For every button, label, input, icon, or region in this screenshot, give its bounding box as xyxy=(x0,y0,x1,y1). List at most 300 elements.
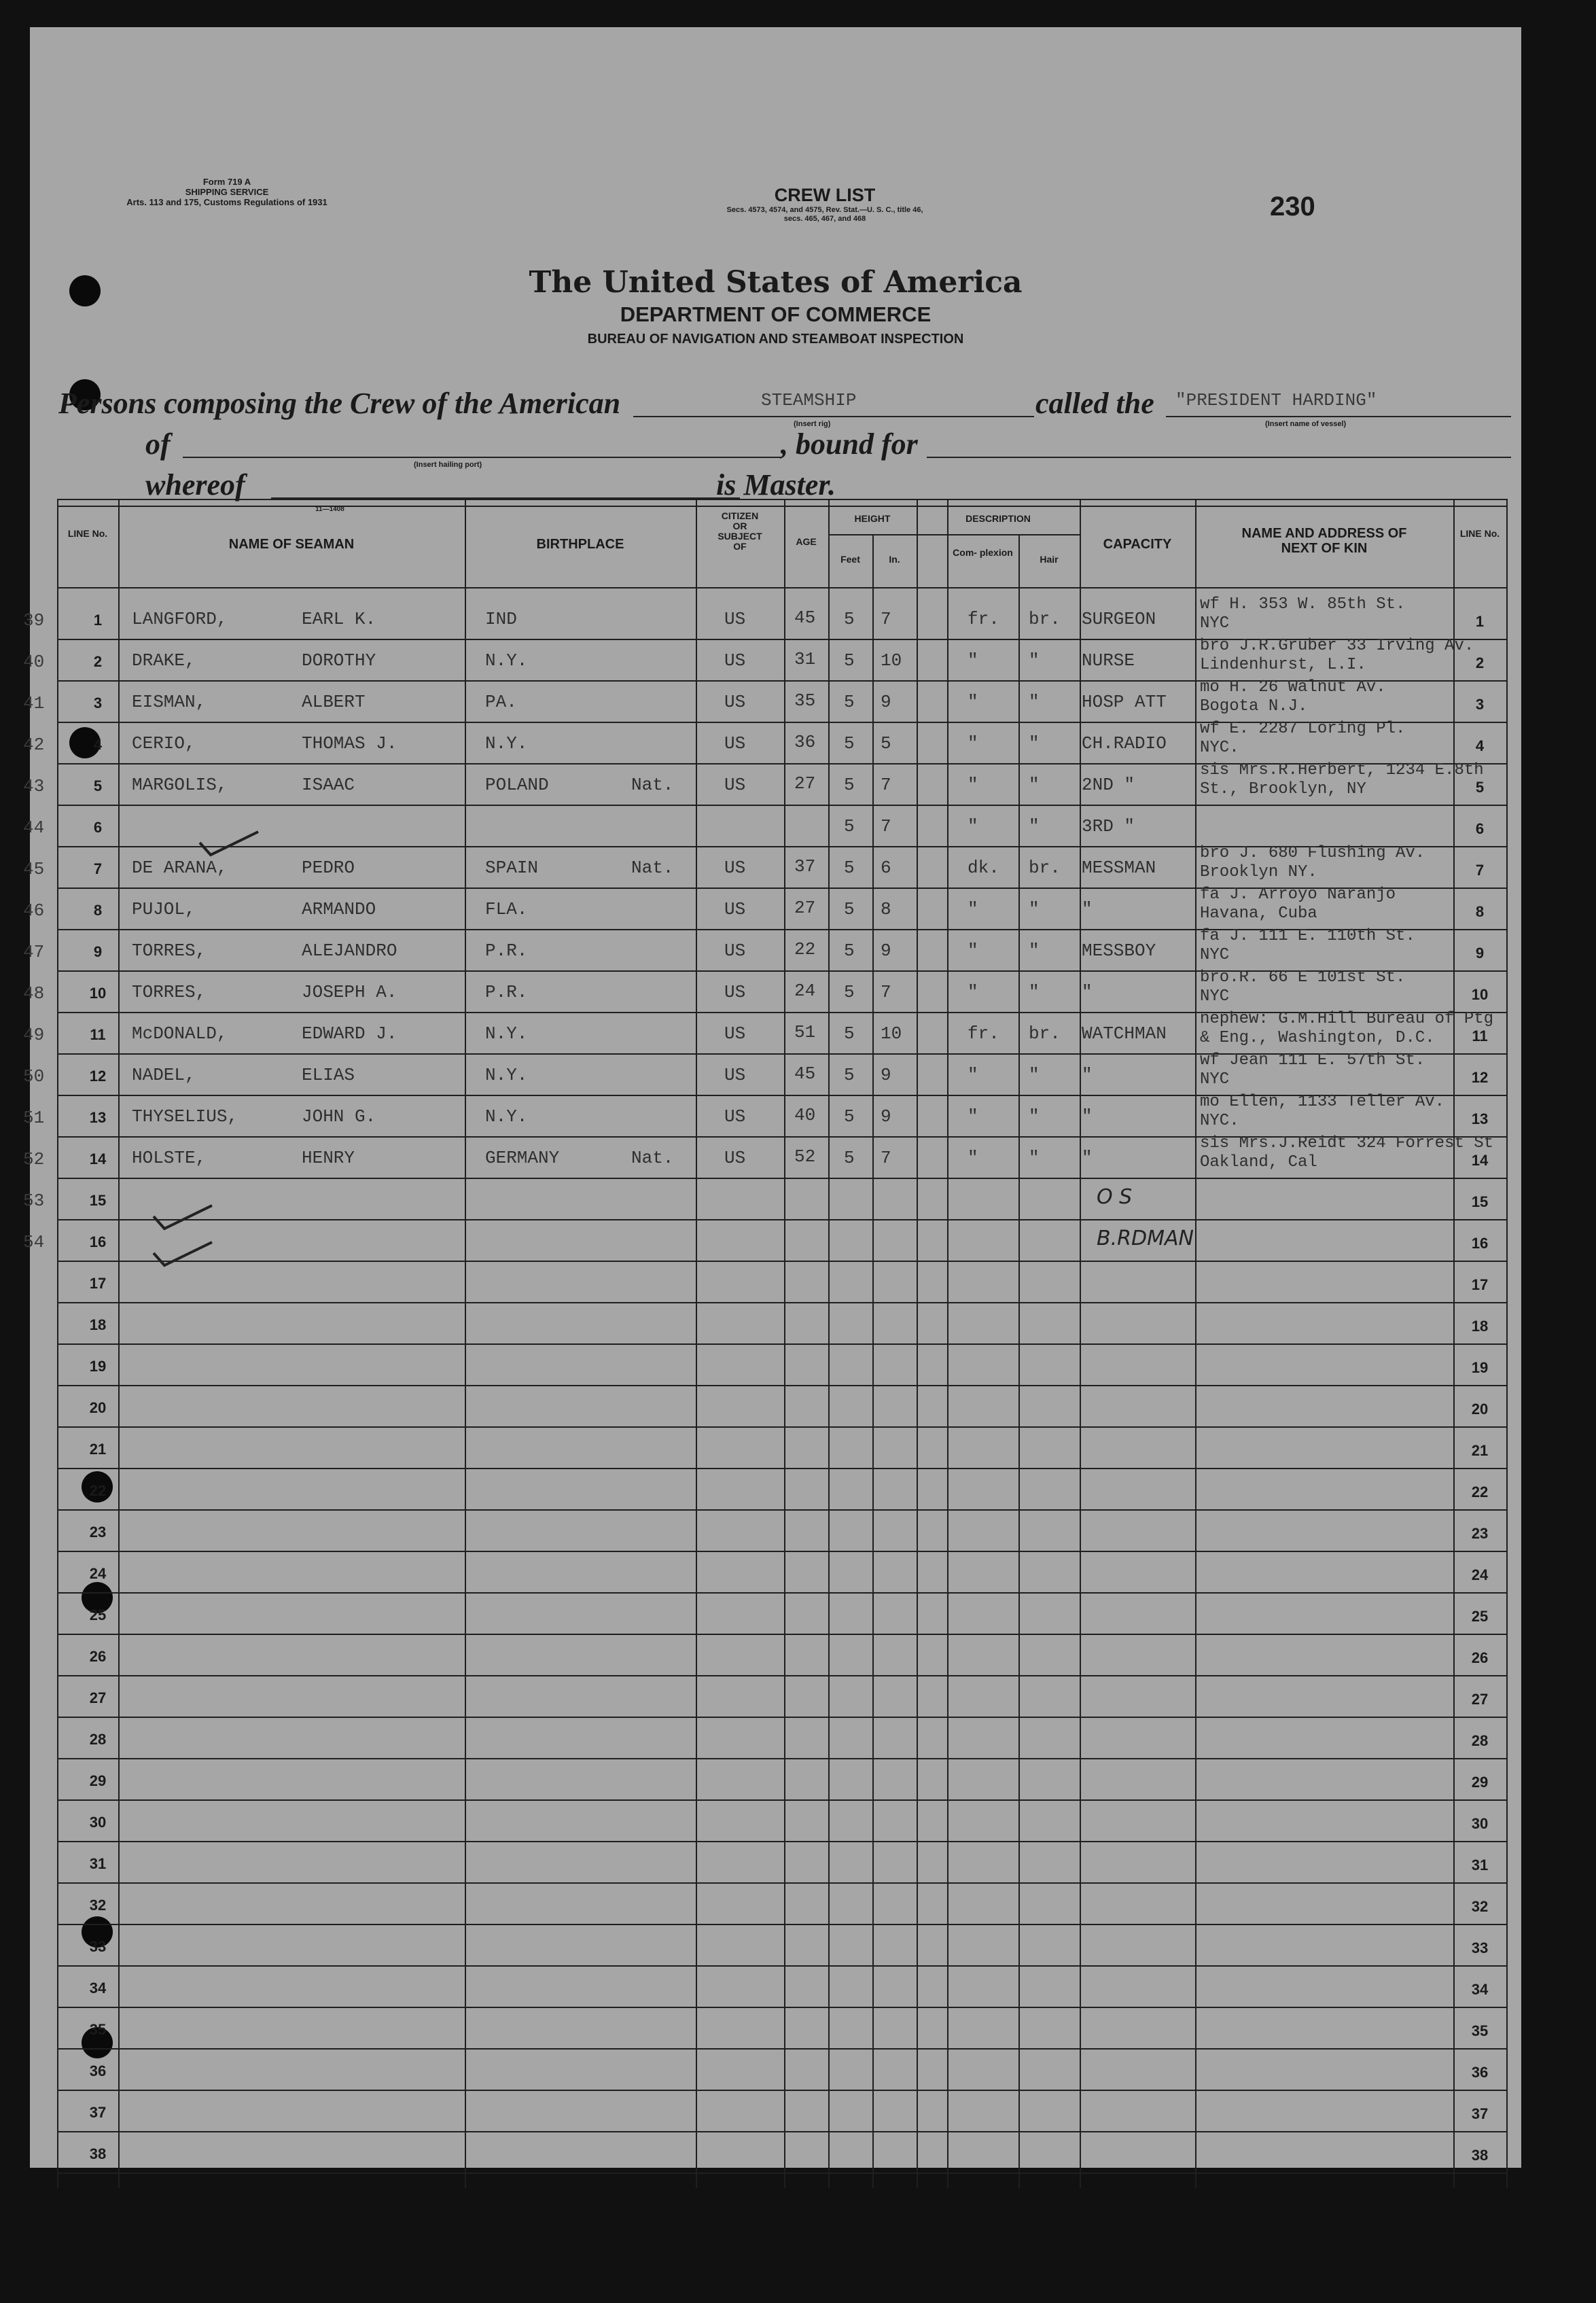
capacity: " xyxy=(1082,982,1093,1002)
line-number: 18 xyxy=(89,1316,107,1333)
sequence-number: 52 xyxy=(23,1149,45,1170)
checkmark-mark xyxy=(152,1241,213,1268)
height-feet: 5 xyxy=(844,609,855,629)
port-hint: (Insert hailing port) xyxy=(414,461,482,469)
table-row xyxy=(23,1051,1508,1095)
complexion: " xyxy=(968,650,978,671)
complexion: " xyxy=(968,1148,978,1168)
seaman-surname: DRAKE, xyxy=(132,650,196,671)
header-citizen-1: CITIZEN xyxy=(721,510,759,521)
hair: " xyxy=(1029,650,1040,671)
height-feet: 5 xyxy=(844,1065,855,1085)
sequence-number: 54 xyxy=(23,1232,45,1252)
empty-table-row xyxy=(57,2049,1508,2090)
citizen-of: US xyxy=(724,899,746,919)
header-citizen-3: SUBJECT xyxy=(717,531,762,542)
seaman-surname: MARGOLIS, xyxy=(132,775,228,795)
department-heading: DEPARTMENT OF COMMERCE xyxy=(620,302,932,326)
citizen-of: US xyxy=(724,1065,746,1085)
line-number-right: 4 xyxy=(1475,737,1485,754)
height-feet: 5 xyxy=(844,733,855,754)
line-number: 17 xyxy=(89,1275,107,1292)
line-number: 11 xyxy=(90,1026,106,1043)
rig-hint: (Insert rig) xyxy=(794,420,831,428)
birthplace: IND xyxy=(485,609,517,629)
header-line-no-right: LINE No. xyxy=(1459,528,1500,539)
age: 27 xyxy=(794,773,816,794)
sequence-number: 39 xyxy=(23,610,45,631)
capacity: " xyxy=(1082,1148,1093,1168)
table-row xyxy=(23,968,1508,1013)
line-number-right: 13 xyxy=(1471,1110,1489,1127)
line-number: 6 xyxy=(93,819,103,836)
header-capacity: CAPACITY xyxy=(1103,537,1172,552)
line-number: 9 xyxy=(93,943,103,960)
form-number: Form 719 A xyxy=(202,177,251,187)
empty-table-row xyxy=(57,1344,1508,1386)
empty-table-row xyxy=(57,1303,1508,1344)
next-of-kin-line-1: fa J. 111 E. 110th St. xyxy=(1200,927,1415,945)
header-name: NAME OF SEAMAN xyxy=(228,537,355,552)
line-number: 32 xyxy=(89,1897,107,1914)
hair: " xyxy=(1029,1148,1040,1168)
table-row xyxy=(23,805,1508,847)
header-inches: In. xyxy=(889,554,900,565)
empty-table-row xyxy=(57,1469,1508,1510)
birthplace: N.Y. xyxy=(485,1065,528,1085)
next-of-kin-line-1: bro J. 680 Flushing Av. xyxy=(1200,844,1425,862)
header-feet: Feet xyxy=(840,554,860,565)
empty-table-row xyxy=(57,2132,1508,2173)
table-row xyxy=(23,1134,1508,1178)
empty-table-row xyxy=(57,1966,1508,2007)
next-of-kin-line-1: sis Mrs.R.Herbert, 1234 E.8th xyxy=(1200,761,1484,779)
height-feet: 5 xyxy=(844,1023,855,1044)
next-of-kin-line-1: bro.R. 66 E 101st St. xyxy=(1200,968,1406,987)
capacity: B.RDMAN xyxy=(1097,1227,1194,1250)
table-row xyxy=(23,844,1508,888)
birthplace: N.Y. xyxy=(485,1023,528,1044)
capacity: O S xyxy=(1097,1185,1133,1209)
empty-table-row xyxy=(57,1551,1508,1593)
sequence-number: 43 xyxy=(23,776,45,796)
birthplace: P.R. xyxy=(485,982,528,1002)
header-citizen xyxy=(696,511,784,552)
seaman-surname: EISMAN, xyxy=(132,692,207,712)
age: 45 xyxy=(794,1063,816,1084)
complexion: fr. xyxy=(968,609,999,629)
empty-table-row xyxy=(57,1842,1508,1883)
height-inches: 7 xyxy=(881,1148,891,1168)
sequence-number: 42 xyxy=(23,735,45,755)
line-number: 27 xyxy=(89,1689,107,1706)
citizen-of: US xyxy=(724,1023,746,1044)
citizen-of: US xyxy=(724,775,746,795)
vessel-value: "PRESIDENT HARDING" xyxy=(1175,390,1377,410)
line-number: 30 xyxy=(89,1814,107,1831)
header-age: AGE xyxy=(796,536,817,547)
line-number-right: 20 xyxy=(1471,1401,1489,1418)
line-number-right: 16 xyxy=(1471,1235,1489,1252)
form-regulations: Arts. 113 and 175, Customs Regulations of 1931 xyxy=(126,197,327,207)
line-number: 12 xyxy=(89,1068,107,1085)
line-number-right: 14 xyxy=(1471,1152,1489,1169)
line-number: 25 xyxy=(89,1606,107,1623)
sequence-number: 45 xyxy=(23,859,45,879)
next-of-kin-line-1: mo H. 26 Walnut Av. xyxy=(1200,678,1386,697)
form-service: SHIPPING SERVICE xyxy=(185,187,269,197)
table-row xyxy=(23,1093,1508,1137)
capacity: SURGEON xyxy=(1082,609,1156,629)
description-subheader-line xyxy=(947,534,1080,535)
line-number-right: 19 xyxy=(1471,1359,1489,1376)
empty-table-row xyxy=(57,2090,1508,2132)
line-number-right: 27 xyxy=(1471,1691,1489,1708)
row-rule xyxy=(57,2173,1508,2174)
height-subheader-line xyxy=(828,534,947,535)
line-number-right: 18 xyxy=(1471,1318,1489,1335)
capacity: MESSMAN xyxy=(1082,858,1156,878)
complexion: " xyxy=(968,816,978,837)
line-number: 5 xyxy=(93,777,103,794)
sequence-number: 47 xyxy=(23,942,45,962)
citizen-of: US xyxy=(724,940,746,961)
header-description: DESCRIPTION xyxy=(965,513,1031,524)
height-inches: 5 xyxy=(881,733,891,754)
seaman-given-name: THOMAS J. xyxy=(302,733,397,754)
next-of-kin-line-2: & Eng., Washington, D.C. xyxy=(1200,1029,1435,1047)
line-number-right: 30 xyxy=(1471,1815,1489,1832)
table-row xyxy=(23,595,1508,639)
header-citizen-2: OR xyxy=(732,521,747,531)
line-number: 8 xyxy=(93,902,103,919)
empty-table-row xyxy=(57,1634,1508,1676)
height-inches: 7 xyxy=(881,775,891,795)
line-number-right: 35 xyxy=(1471,2022,1489,2039)
hair: " xyxy=(1029,775,1040,795)
rig-field-line xyxy=(633,416,1034,417)
line-number-right: 25 xyxy=(1471,1608,1489,1625)
seaman-given-name: ALEJANDRO xyxy=(302,940,397,961)
birthplace: GERMANY xyxy=(485,1148,560,1168)
line-number: 7 xyxy=(93,860,103,877)
complexion: " xyxy=(968,1106,978,1127)
naturalized-mark: Nat. xyxy=(631,1148,674,1168)
next-of-kin-line-2: Brooklyn NY. xyxy=(1200,863,1317,881)
seaman-given-name: DOROTHY xyxy=(302,650,376,671)
next-of-kin-line-2: Oakland, Cal xyxy=(1200,1153,1317,1172)
checkmark-mark xyxy=(198,830,260,858)
line-number: 10 xyxy=(89,985,107,1002)
citizen-of: US xyxy=(724,982,746,1002)
complexion: " xyxy=(968,982,978,1002)
line-number: 38 xyxy=(89,2145,107,2162)
citizen-of: US xyxy=(724,858,746,878)
complexion: " xyxy=(968,899,978,919)
next-of-kin-line-2: NYC. xyxy=(1200,1112,1239,1130)
citizen-of: US xyxy=(724,692,746,712)
sequence-number: 49 xyxy=(23,1025,45,1045)
height-feet: 5 xyxy=(844,650,855,671)
line-number-right: 31 xyxy=(1471,1857,1489,1874)
next-of-kin-line-1: wf E. 2287 Loring Pl. xyxy=(1200,720,1406,738)
height-inches: 10 xyxy=(881,1023,902,1044)
empty-table-row xyxy=(57,1759,1508,1800)
bureau-heading: BUREAU OF NAVIGATION AND STEAMBOAT INSPECTION xyxy=(587,332,964,347)
destination-field-line xyxy=(927,457,1511,458)
seaman-surname: DE ARANA, xyxy=(132,858,228,878)
next-of-kin-line-1: mo Ellen, 1133 Teller Av. xyxy=(1200,1093,1445,1111)
next-of-kin-line-1: nephew: G.M.Hill Bureau of Ptg xyxy=(1200,1010,1494,1028)
seaman-surname: LANGFORD, xyxy=(132,609,228,629)
hair: " xyxy=(1029,1065,1040,1085)
of-text: of xyxy=(145,427,171,461)
sequence-number: 40 xyxy=(23,652,45,672)
seaman-surname: NADEL, xyxy=(132,1065,196,1085)
bound-text: , bound for xyxy=(781,427,918,461)
line-number: 26 xyxy=(89,1648,107,1665)
height-inches: 7 xyxy=(881,982,891,1002)
line-number-right: 38 xyxy=(1471,2147,1489,2164)
age: 31 xyxy=(794,649,816,669)
empty-table-row xyxy=(57,2007,1508,2049)
complexion: fr. xyxy=(968,1023,999,1044)
line-number-right: 26 xyxy=(1471,1649,1489,1666)
birthplace: N.Y. xyxy=(485,733,528,754)
statutes-line-1: Secs. 4573, 4574, and 4575, Rev. Stat.—U. S. C., title 46, xyxy=(726,206,923,214)
line-number: 31 xyxy=(89,1855,107,1872)
line-number: 28 xyxy=(89,1731,107,1748)
birthplace: PA. xyxy=(485,692,517,712)
height-feet: 5 xyxy=(844,940,855,961)
line-number: 23 xyxy=(89,1524,107,1541)
seaman-given-name: JOHN G. xyxy=(302,1106,376,1127)
sequence-number: 46 xyxy=(23,900,45,921)
next-of-kin-line-1: sis Mrs.J.Reidt 324 Forrest St xyxy=(1200,1134,1494,1153)
sequence-number: 50 xyxy=(23,1066,45,1087)
seaman-surname: TORRES, xyxy=(132,940,207,961)
seaman-given-name: ISAAC xyxy=(302,775,355,795)
table-row xyxy=(23,885,1508,930)
capacity: 3RD " xyxy=(1082,816,1135,837)
seaman-given-name: JOSEPH A. xyxy=(302,982,397,1002)
header-citizen-4: OF xyxy=(733,541,747,552)
line-number-right: 1 xyxy=(1475,613,1485,630)
crew-list-title-block xyxy=(641,185,1008,224)
empty-table-row xyxy=(57,1386,1508,1427)
line-number: 20 xyxy=(89,1399,107,1416)
table-row xyxy=(23,678,1508,722)
capacity: " xyxy=(1082,899,1093,919)
age: 45 xyxy=(794,608,816,628)
height-feet: 5 xyxy=(844,775,855,795)
age: 40 xyxy=(794,1105,816,1125)
print-code: 11—1408 xyxy=(315,506,344,513)
line-number: 3 xyxy=(93,695,103,711)
header-complexion: Com- plexion xyxy=(953,547,1013,558)
next-of-kin-line-2: NYC xyxy=(1200,987,1230,1006)
height-inches: 9 xyxy=(881,940,891,961)
next-of-kin-line-1: wf Jean 111 E. 57th St. xyxy=(1200,1051,1425,1070)
hair: " xyxy=(1029,899,1040,919)
crew-list-title: CREW LIST xyxy=(774,185,876,205)
line-number-right: 22 xyxy=(1471,1483,1489,1500)
line-number: 1 xyxy=(93,612,103,629)
next-of-kin-line-2: NYC. xyxy=(1200,739,1239,757)
table-top-border xyxy=(57,499,1508,500)
table-row xyxy=(23,927,1508,971)
hair: " xyxy=(1029,982,1040,1002)
complexion: " xyxy=(968,733,978,754)
line-number: 21 xyxy=(89,1441,107,1458)
empty-table-row xyxy=(57,1800,1508,1842)
statutes-line-2: secs. 465, 467, and 468 xyxy=(783,215,866,223)
age: 24 xyxy=(794,981,816,1001)
table-row xyxy=(23,720,1508,764)
line-number: 24 xyxy=(89,1565,107,1582)
line-number: 14 xyxy=(89,1150,107,1167)
line-number: 36 xyxy=(89,2062,107,2079)
line-number: 2 xyxy=(93,653,103,670)
next-of-kin-line-2: Bogota N.J. xyxy=(1200,697,1308,716)
table-row xyxy=(23,1178,1508,1220)
empty-table-row xyxy=(57,1510,1508,1551)
height-feet: 5 xyxy=(844,1148,855,1168)
sequence-number: 48 xyxy=(23,983,45,1004)
height-inches: 6 xyxy=(881,858,891,878)
header-line-no-label: LINE No. xyxy=(67,528,108,539)
seaman-given-name: EARL K. xyxy=(302,609,376,629)
seaman-given-name: ARMANDO xyxy=(302,899,376,919)
line-number-right: 36 xyxy=(1471,2064,1489,2081)
birthplace: P.R. xyxy=(485,940,528,961)
line-number: 33 xyxy=(89,1938,107,1955)
rig-value: STEAMSHIP xyxy=(761,390,857,410)
table-row xyxy=(23,1220,1508,1261)
whereof-text: whereof xyxy=(145,468,245,502)
birthplace: POLAND xyxy=(485,775,549,795)
complexion: " xyxy=(968,1065,978,1085)
header-line-no xyxy=(57,529,118,539)
birthplace: FLA. xyxy=(485,899,528,919)
height-feet: 5 xyxy=(844,1106,855,1127)
hair: " xyxy=(1029,692,1040,712)
seaman-surname: PUJOL, xyxy=(132,899,196,919)
line-number-right: 11 xyxy=(1472,1027,1488,1044)
complexion: " xyxy=(968,692,978,712)
hair: " xyxy=(1029,733,1040,754)
seaman-given-name: ALBERT xyxy=(302,692,366,712)
height-inches: 10 xyxy=(881,650,902,671)
header-bottom-border xyxy=(57,587,1508,588)
complexion: " xyxy=(968,940,978,961)
height-feet: 5 xyxy=(844,816,855,837)
capacity: WATCHMAN xyxy=(1082,1023,1167,1044)
next-of-kin-line-1: wf H. 353 W. 85th St. xyxy=(1200,595,1406,614)
master-text: is Master. xyxy=(716,468,836,502)
age: 36 xyxy=(794,732,816,752)
birthplace: SPAIN xyxy=(485,858,539,878)
hair: " xyxy=(1029,940,1040,961)
next-of-kin-line-2: NYC xyxy=(1200,1070,1230,1089)
hair: " xyxy=(1029,1106,1040,1127)
citizen-of: US xyxy=(724,1148,746,1168)
seaman-surname: TORRES, xyxy=(132,982,207,1002)
header-birthplace: BIRTHPLACE xyxy=(536,537,624,552)
naturalized-mark: Nat. xyxy=(631,775,674,795)
seaman-given-name: ELIAS xyxy=(302,1065,355,1085)
header-hair: Hair xyxy=(1040,554,1059,565)
line-number-right: 23 xyxy=(1471,1525,1489,1542)
complexion: " xyxy=(968,775,978,795)
next-of-kin-line-2: NYC xyxy=(1200,614,1230,633)
empty-table-row xyxy=(57,1717,1508,1759)
next-of-kin-line-1: fa J. Arroyo Naranjo xyxy=(1200,885,1396,904)
called-text: called the xyxy=(1035,387,1154,420)
capacity: CH.RADIO xyxy=(1082,733,1167,754)
seaman-surname: HOLSTE, xyxy=(132,1148,207,1168)
line-number-right: 5 xyxy=(1475,779,1485,796)
hair: br. xyxy=(1029,858,1061,878)
height-inches: 9 xyxy=(881,1065,891,1085)
height-inches: 7 xyxy=(881,816,891,837)
line-number-right: 17 xyxy=(1471,1276,1489,1293)
sequence-number: 44 xyxy=(23,818,45,838)
crew-table xyxy=(23,499,1508,2188)
citizen-of: US xyxy=(724,733,746,754)
table-top-border-inner xyxy=(57,506,1508,507)
height-inches: 9 xyxy=(881,1106,891,1127)
line-number-right: 15 xyxy=(1471,1193,1489,1210)
height-inches: 7 xyxy=(881,609,891,629)
capacity: HOSP ATT xyxy=(1082,692,1167,712)
form-identifier xyxy=(81,177,373,207)
line-number-right: 6 xyxy=(1475,820,1485,837)
capacity: NURSE xyxy=(1082,650,1135,671)
sequence-number: 53 xyxy=(23,1191,45,1211)
header-kin: NAME AND ADDRESS OF NEXT OF KIN xyxy=(1241,526,1407,556)
line-number: 4 xyxy=(93,736,103,753)
sequence-number: 41 xyxy=(23,693,45,714)
vessel-hint: (Insert name of vessel) xyxy=(1265,420,1347,428)
birthplace: N.Y. xyxy=(485,1106,528,1127)
next-of-kin-line-1: bro J.R.Gruber 33 Irving Av. xyxy=(1200,637,1474,655)
height-inches: 8 xyxy=(881,899,891,919)
vessel-field-line xyxy=(1166,416,1511,417)
empty-table-row xyxy=(57,1261,1508,1303)
empty-table-row xyxy=(57,1427,1508,1469)
line-number: 13 xyxy=(89,1109,107,1126)
citizen-of: US xyxy=(724,1106,746,1127)
naturalized-mark: Nat. xyxy=(631,858,674,878)
age: 27 xyxy=(794,898,816,918)
citizen-of: US xyxy=(724,650,746,671)
hair: " xyxy=(1029,816,1040,837)
table-row xyxy=(23,1010,1508,1054)
line-number-right: 12 xyxy=(1471,1069,1489,1086)
height-inches: 9 xyxy=(881,692,891,712)
capacity: " xyxy=(1082,1106,1093,1127)
port-field-line xyxy=(183,457,781,458)
complexion: dk. xyxy=(968,858,999,878)
hair: br. xyxy=(1029,609,1061,629)
line-number-right: 3 xyxy=(1475,696,1485,713)
next-of-kin-line-2: Lindenhurst, L.I. xyxy=(1200,656,1366,674)
line-number-right: 9 xyxy=(1475,945,1485,962)
line-number: 37 xyxy=(89,2104,107,2121)
seaman-surname: THYSELIUS, xyxy=(132,1106,238,1127)
line-number-right: 32 xyxy=(1471,1898,1489,1915)
